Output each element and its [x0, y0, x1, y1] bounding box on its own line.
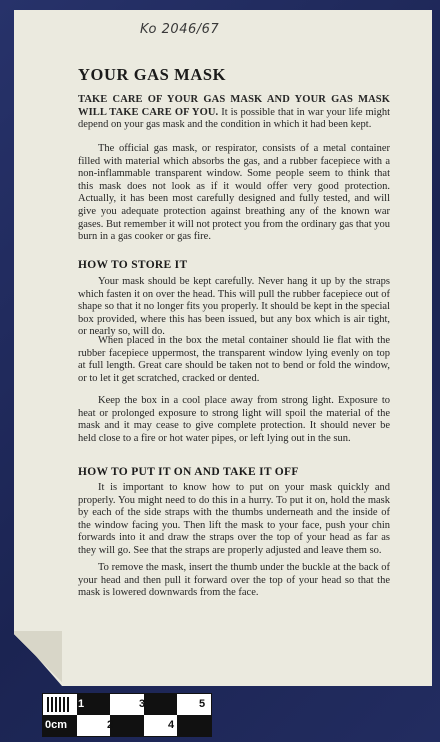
scale-block	[177, 715, 211, 736]
heading-how-to-store: HOW TO STORE IT	[78, 259, 188, 271]
accession-number: Ko 2046/67	[140, 22, 220, 37]
scale-number: 4	[168, 719, 175, 731]
folded-corner	[14, 631, 62, 686]
intro-lead: TAKE CARE OF YOUR GAS MASK AND YOUR GAS MASK WILL TAKE CARE OF YOU.	[78, 94, 390, 118]
scale-number: 1	[78, 698, 85, 710]
puton-paragraph: It is important to know how to put on your mask quickly and properly. You might need to do this in a hurry. To put it on, hold the mask by each of the side straps with the thumbs underneath and the inside of the window facing you. Then lift the mask to your face, push your chin forwards into it and draw the straps over the top of your head as far as they will go. See that the straps are properly adjusted and leave them so.	[78, 482, 390, 556]
heading-how-to-put-on: HOW TO PUT IT ON AND TAKE IT OFF	[78, 466, 299, 478]
store-paragraph: Your mask should be kept carefully. Never hang it up by the straps which fasten it on over the head. This will pull the rubber facepiece out of shape so that it no longer fits you properly. It should be kept in the special box provided, where this has been issued, but any box which is air tight, or nearly so, will do.	[78, 276, 390, 338]
scale-number: 3	[139, 698, 146, 710]
store-paragraph: When placed in the box the metal container should lie flat with the rubber facepiece uppermost, the transparent window lying evenly on top at full length. Great care should be taken not to bend or fold the window, or to let it get scratched, cracked or dented.	[78, 335, 390, 384]
scale-block	[144, 694, 178, 715]
scale-number: 2	[107, 719, 114, 731]
measurement-scale	[42, 693, 212, 737]
description-paragraph: The official gas mask, or respirator, consists of a metal container filled with material which absorbs the gas, and a rubber facepiece with a non-inflammable transparent window. Some people seem to think that this mask does not look as if it would offer very good protection. Actually, it has been most carefully designed and fully tested, and will give you adequate protection against breathing any of the known war gases. But remember it will not protect you from the ordinary gas that you burn in a gas cooker or gas fire.	[78, 143, 391, 243]
intro-paragraph	[78, 94, 390, 132]
scale-block	[110, 715, 144, 736]
page-title: YOUR GAS MASK	[78, 65, 227, 84]
scale-number: 5	[199, 698, 206, 710]
scale-ticks-icon	[45, 696, 73, 713]
intro-text: It is possible that in war your life might depend on your gas mask and the condition in which it had been kept.	[78, 106, 391, 131]
scale-unit-label: 0cm	[45, 719, 68, 731]
puton-paragraph: To remove the mask, insert the thumb under the buckle at the back of your head and then pull it forward over the top of your head so that the mask is lowered downwards from the face.	[78, 562, 390, 599]
store-paragraph: Keep the box in a cool place away from strong light. Exposure to heat or prolonged exposure to strong light will spoil the material of the mask and it may cease to give complete protection. It should never be held close to a fire or hot water pipes, or left lying out in the sun.	[78, 395, 390, 444]
